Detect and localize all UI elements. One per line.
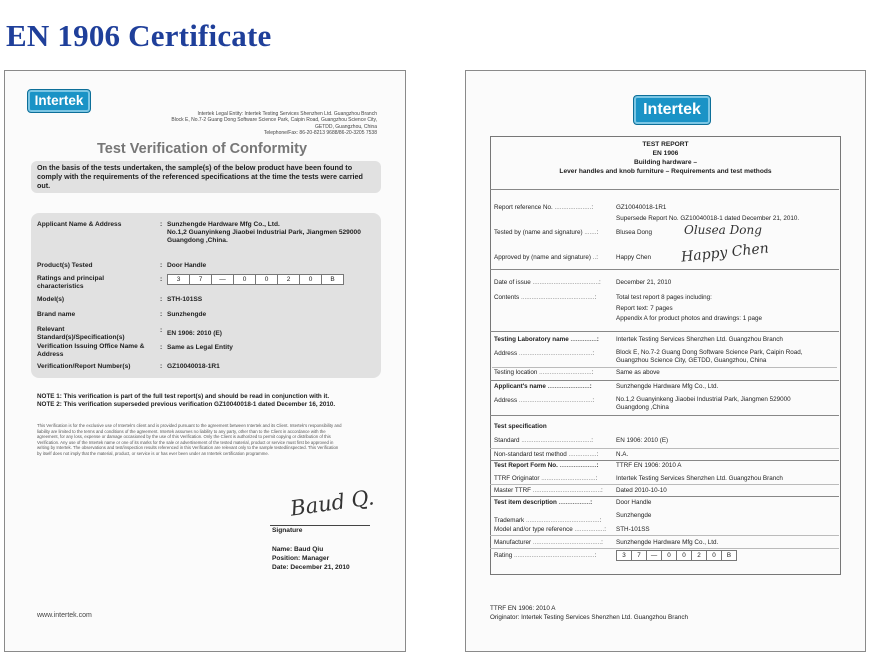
- non-standard-label: Non-standard test method ................:: [494, 451, 599, 458]
- ratings-boxes: [167, 274, 344, 285]
- tested-by-value: Blusea Dong: [616, 229, 653, 236]
- product-value: Door Handle: [167, 262, 207, 269]
- ttrf-originator-label: TTRF Originator ...............................:: [494, 475, 598, 482]
- brand-value: Sunzhengde: [167, 311, 207, 318]
- tested-by-label: Tested by (name and signature) .......:: [494, 229, 599, 236]
- rating-box: —: [211, 274, 234, 285]
- report-header: TEST REPORT EN 1906 Building hardware – Lever handles and knob furniture – Requirements and test methods: [559, 141, 772, 175]
- rating-box: 0: [676, 550, 692, 561]
- signatory-details: Name: Baud Qiu Position: Manager Date: December 21, 2010: [272, 546, 350, 571]
- date-label: Date of issue ......................................:: [494, 279, 601, 286]
- website-link[interactable]: www.intertek.com: [37, 612, 92, 619]
- legal-entity-address: Intertek Legal Entity: Intertek Testing Services Shenzhen Ltd. Guangzhou Branch Block E, No.7-2 Guang Dong Software Science Park, Caipin Road, Guangzhou Science City, GETDD, Guangzhou, China Telephone/Fax: 86-20-8213 9688/86-20-3205 7538: [171, 111, 377, 137]
- relevant-standard-label: Relevant Standard(s)/Specification(s): [37, 326, 125, 341]
- testing-location-value: Same as above: [616, 369, 660, 376]
- rating-box: B: [721, 550, 737, 561]
- applicant-address-label: Address ..........................................:: [494, 397, 595, 404]
- handwritten-signature: Baud Q.: [288, 485, 376, 521]
- certificate-heading: Test Verification of Conformity: [97, 141, 308, 157]
- page-title: EN 1906 Certificate: [6, 18, 272, 53]
- manufacturer-label: Manufacturer .......................................:: [494, 539, 603, 546]
- test-spec-heading: Test specification: [494, 423, 547, 430]
- model-label: Model(s): [37, 296, 65, 303]
- verification-certificate: Intertek Intertek Legal Entity: Intertek Testing Services Shenzhen Ltd. Guangzhou Branch Block E, No.7-2 Guang Dong Software Science Park, Caipin Road, Guangzhou Science City, GETDD, Guangzhou, China Telephone/Fax: 86-20-8213 9688/86-20-3205 7538 Test Verification of Conformity On the basis of the tests undertaken, the sample(s) of the below product have been found to comply with the requirements of the referenced specifications at the time the tests were carried out. Applicant Name & Address : Sunzhengde Hardware Mfg Co., Ltd. No.1,2 Guanyinkeng Jiaobei Industrial Park, Jiangmen 529000 Guangdong ,China. Product(s) Tested : Door Handle Ratings and principal characteristics : 3 7 — 0 0 2 0 B Model(s) : STH-101SS Brand name : Sunzhengde Relevant Standard(s)/Specification(s) : EN 1906: 2010 (E) Verification Issuing Office Name & Address : Same as Legal Entity Verification/Report Number(s) : GZ10040018-1R1 NOTE 1: This verification is part of the full test report(s) and should be read in conjunction with it. NOTE 2: This verification superseded previous verification GZ10040018-1 dated December 16, 2010. This Verification is for the exclusive use of Intertek's client and is provided pursuant to the agreement between Intertek and its Client. Intertek's responsibility and liability are limited to the terms and conditions of the agreement. Intertek assumes no liability to any party, other than to the Client in accordance with the agreement, for any loss, expense or damage occasioned by the use of this Verification. Only the Client is authorized to permit copying or distribution of this Verification. Any use of the Intertek name or one of its marks for the sale or advertisement of the tested material, product or service must first be approved in writing by Intertek. The observations and test/inspection results referenced in this Verification are relevant only to the sample tested/inspected. This Verification by itself does not imply that the material, product, or service is or has ever been under an Intertek certification programme. Baud Q. Signature Name: Baud Qiu Position: Manager Date: December 21, 2010 www.intertek.com: [4, 70, 406, 652]
- rating-box: 0: [706, 550, 722, 561]
- rating-boxes: [616, 550, 737, 561]
- trademark-value: Sunzhengde: [616, 512, 652, 519]
- rating-box: 2: [277, 274, 300, 285]
- notes: NOTE 1: This verification is part of the full test report(s) and should be read in conjunction with it. NOTE 2: This verification superseded previous verification GZ10040018-1 dated December 16, 2010.: [37, 393, 336, 408]
- approved-by-signature: Happy Chen: [680, 240, 770, 266]
- supersede-note: Supersede Report No. GZ10040018-1 dated December 21, 2010.: [616, 215, 800, 222]
- lab-address-label: Address ..........................................:: [494, 350, 595, 357]
- tested-by-signature: Olusea Dong: [684, 223, 762, 237]
- report-number-label: Verification/Report Number(s): [37, 363, 131, 370]
- report-number-value: GZ10040018-1R1: [167, 363, 220, 370]
- applicant-value: Sunzhengde Hardware Mfg Co., Ltd. No.1,2 Guanyinkeng Jiaobei Industrial Park, Jiangmen 529000 Guangdong ,China.: [167, 221, 361, 244]
- signature-label: Signature: [272, 527, 303, 534]
- rating-box: 0: [233, 274, 256, 285]
- report-footer: TTRF EN 1906: 2010 A Originator: Intertek Testing Services Shenzhen Ltd. Guangzhou Branch: [490, 605, 689, 621]
- date-value: December 21, 2010: [616, 279, 672, 286]
- master-ttrf-label: Master TTRF .......................................:: [494, 487, 603, 494]
- model-ref-label: Model and/or type reference .................:: [494, 526, 607, 533]
- ttrf-originator-value: Intertek Testing Services Shenzhen Ltd. Guangzhou Branch: [616, 475, 783, 482]
- standard-label: Standard ........................................:: [494, 437, 594, 444]
- non-standard-value: N.A.: [616, 451, 629, 458]
- brand-label: Brand name: [37, 311, 76, 318]
- report-ref-label: Report reference No. .....................:: [494, 204, 594, 211]
- testing-location-label: Testing location ..............................:: [494, 369, 594, 376]
- master-ttrf-value: Dated 2010-10-10: [616, 487, 667, 494]
- lab-address-value: Block E, No.7-2 Guang Dong Software Science Park, Caipin Road, Guangzhou Science City, GETDD, Guangzhou, China: [616, 349, 803, 364]
- rating-box: 3: [616, 550, 632, 561]
- rating-box: 0: [299, 274, 322, 285]
- trademark-label: Trademark ..........................................:: [494, 517, 602, 524]
- form-no-label: Test Report Form No. .....................:: [494, 462, 599, 469]
- rating-box: B: [321, 274, 344, 285]
- intertek-logo: Intertek: [27, 89, 91, 113]
- rating-box: 2: [691, 550, 707, 561]
- form-no-value: TTRF EN 1906: 2010 A: [616, 462, 682, 469]
- applicant-name-value: Sunzhengde Hardware Mfg Co., Ltd.: [616, 383, 719, 390]
- intro-statement: On the basis of the tests undertaken, the sample(s) of the below product have been found to comply with the requirements of the referenced specifications at the time the tests were carried out.: [37, 163, 363, 190]
- contents-value: Total test report 8 pages including: Report text: 7 pages Appendix A for product photos and drawings: 1 page: [616, 294, 762, 322]
- issuing-office-value: Same as Legal Entity: [167, 344, 233, 351]
- applicant-address-value: No.1,2 Guanyinkeng Jiaobei Industrial Park, Jiangmen 529000 Guangdong ,China: [616, 396, 791, 411]
- rating-box: —: [646, 550, 662, 561]
- contents-label: Contents ..........................................:: [494, 294, 597, 301]
- lab-name-value: Intertek Testing Services Shenzhen Ltd. Guangzhou Branch: [616, 336, 783, 343]
- applicant-name-label: Applicant's name ........................:: [494, 383, 592, 390]
- model-value: STH-101SS: [167, 296, 203, 303]
- product-label: Product(s) Tested: [37, 262, 93, 269]
- applicant-label: Applicant Name & Address: [37, 221, 122, 228]
- report-ref-value: GZ10040018-1R1: [616, 204, 667, 211]
- rating-box: 0: [661, 550, 677, 561]
- rating-label: Rating ..............................................:: [494, 552, 597, 559]
- ratings-label: Ratings and principal characteristics: [37, 275, 105, 290]
- intertek-logo-right: Intertek: [633, 95, 711, 125]
- item-description-value: Door Handle: [616, 499, 652, 506]
- approved-by-label: Approved by (name and signature) ..:: [494, 254, 598, 261]
- issuing-office-label: Verification Issuing Office Name & Address: [37, 343, 145, 358]
- approved-by-value: Happy Chen: [616, 254, 652, 261]
- relevant-standard-value: EN 1906: 2010 (E): [167, 330, 222, 337]
- disclaimer: This Verification is for the exclusive use of Intertek's client and is provided pursuant to the agreement between Intertek and its Client. Intertek's responsibility and liability are limited to the terms and conditions of the agreement. Intertek assumes no liability to any party, other than to the Client in accordance with the agreement, for any loss, expense or damage occasioned by the use of this Verification. Only the Client is authorized to permit copying or distribution of this Verification. Any use of the Intertek name or one of its marks for the sale or advertisement of the tested material, product or service must first be approved in writing by Intertek. The observations and test/inspection results referenced in this Verification are relevant only to the sample tested/inspected. This Verification by itself does not imply that the material, product, or service is or has ever been under an Intertek certification programme.: [37, 423, 342, 456]
- rating-box: 0: [255, 274, 278, 285]
- lab-name-label: Testing Laboratory name ...............:: [494, 336, 599, 343]
- rating-box: 7: [631, 550, 647, 561]
- rating-box: 7: [189, 274, 212, 285]
- rating-box: 3: [167, 274, 190, 285]
- standard-value: EN 1906: 2010 (E): [616, 437, 669, 444]
- manufacturer-value: Sunzhengde Hardware Mfg Co., Ltd.: [616, 539, 719, 546]
- test-report: [465, 70, 866, 652]
- item-description-label: Test item description ..................:: [494, 499, 593, 506]
- model-ref-value: STH-101SS: [616, 526, 650, 533]
